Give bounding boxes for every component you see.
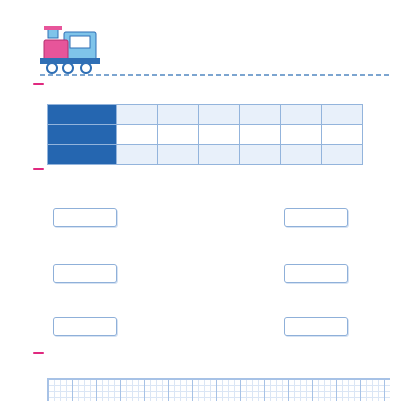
table-cell: [158, 105, 199, 125]
table-cell: [322, 105, 363, 125]
table-cell: [117, 105, 158, 125]
bee-icon: [20, 178, 54, 212]
table-cell[interactable]: [199, 105, 240, 125]
locomotive: [40, 26, 100, 73]
table-cell: [117, 145, 158, 165]
right-expression[interactable]: [284, 317, 348, 336]
row-header: [48, 125, 117, 145]
table-cell: [199, 145, 240, 165]
right-expression[interactable]: [284, 264, 348, 283]
table-row: [48, 145, 363, 165]
table-cell: [158, 145, 199, 165]
left-expression[interactable]: [53, 317, 117, 336]
table-cell[interactable]: [117, 125, 158, 145]
left-expression[interactable]: [53, 264, 117, 283]
train-top: [0, 0, 400, 22]
table-cell[interactable]: [322, 125, 363, 145]
table-cell[interactable]: [240, 105, 281, 125]
bai5-label: [33, 83, 44, 85]
table-cell[interactable]: [158, 125, 199, 145]
table-cell: [240, 125, 281, 145]
table-cell: [240, 145, 281, 165]
table-cell: [199, 125, 240, 145]
bai6-label: [33, 168, 44, 170]
bee-icon: [346, 180, 380, 214]
sum-table: [47, 104, 363, 165]
row-header: [48, 145, 117, 165]
train-bottom: [0, 22, 400, 82]
bai7-label: [33, 352, 44, 354]
table-cell: [281, 105, 322, 125]
right-expression[interactable]: [284, 208, 348, 227]
left-expression[interactable]: [53, 208, 117, 227]
table-cell[interactable]: [281, 125, 322, 145]
table-row: [48, 105, 363, 125]
table-cell: [322, 145, 363, 165]
answer-grid[interactable]: [47, 378, 390, 401]
table-row: [48, 125, 363, 145]
row-header: [48, 105, 117, 125]
table-cell: [281, 145, 322, 165]
